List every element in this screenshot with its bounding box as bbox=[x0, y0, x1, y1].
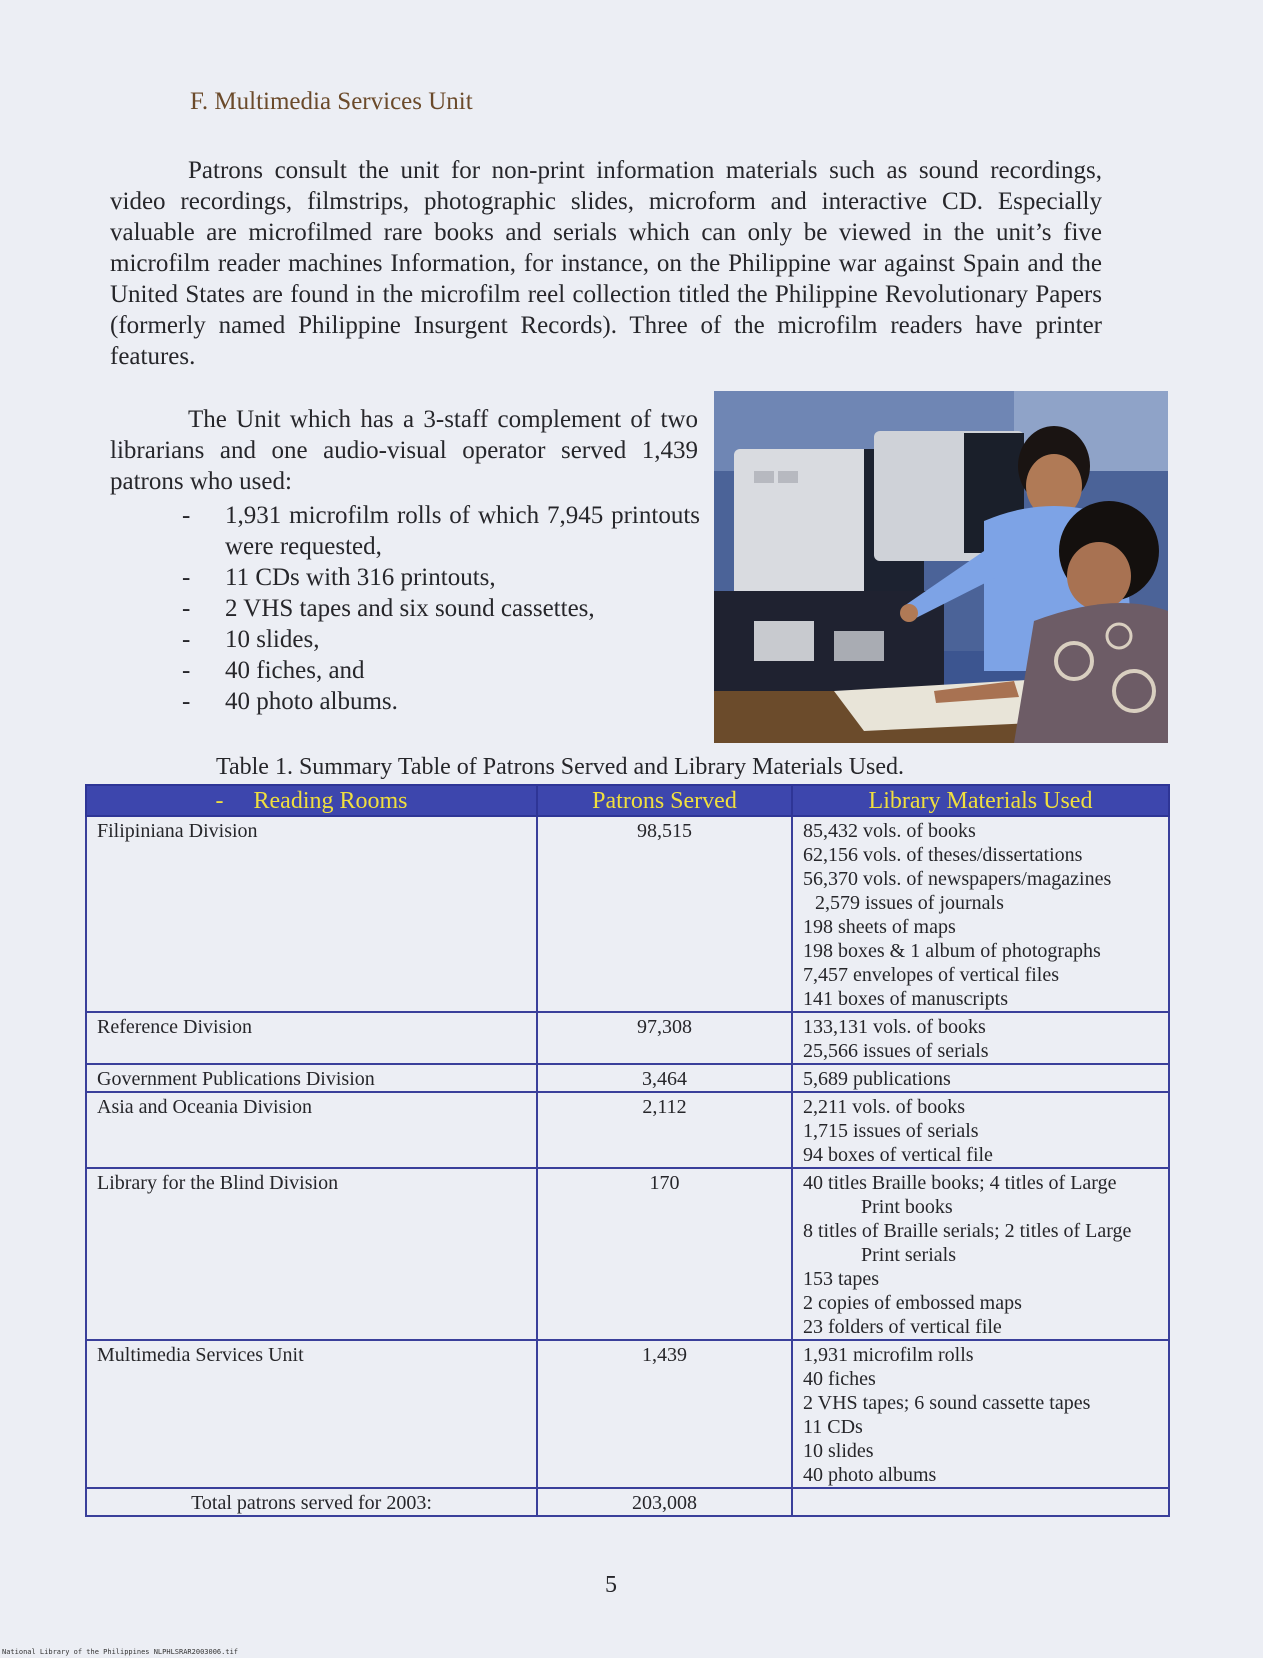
list-bullet: - bbox=[182, 626, 191, 653]
material-item: 1,931 microfilm rolls bbox=[803, 1344, 974, 1366]
material-item: 85,432 vols. of books bbox=[803, 820, 976, 842]
list-item bbox=[182, 624, 700, 655]
page-number: 5 bbox=[605, 1572, 617, 1598]
cell-room: Multimedia Services Unit bbox=[86, 1340, 537, 1488]
material-item: 62,156 vols. of theses/dissertations bbox=[803, 844, 1083, 866]
table-row bbox=[86, 816, 1169, 1012]
list-bullet: - bbox=[182, 502, 191, 529]
material-item: 5,689 publications bbox=[803, 1068, 951, 1090]
list-item-text: 40 photo albums. bbox=[225, 688, 398, 715]
material-item: 7,457 envelopes of vertical files bbox=[803, 964, 1060, 986]
material-item: 40 photo albums bbox=[803, 1464, 937, 1486]
cell-materials bbox=[792, 1092, 1169, 1168]
list-bullet: - bbox=[182, 657, 191, 684]
list-item-text: 11 CDs with 316 printouts, bbox=[225, 564, 496, 591]
cell-materials bbox=[792, 1340, 1169, 1488]
cell-patrons: 98,515 bbox=[537, 816, 792, 1012]
material-item: 25,566 issues of serials bbox=[803, 1040, 989, 1062]
header-library-materials: Library Materials Used bbox=[792, 785, 1169, 816]
cell-materials bbox=[792, 1064, 1169, 1092]
list-item-text: 40 fiches, and bbox=[225, 657, 365, 684]
material-item: 198 sheets of maps bbox=[803, 916, 956, 938]
header-marker: - bbox=[215, 787, 224, 814]
material-item: 56,370 vols. of newspapers/magazines bbox=[803, 868, 1112, 890]
cell-materials bbox=[792, 1012, 1169, 1064]
table-total-row bbox=[86, 1488, 1169, 1516]
material-item: 198 boxes & 1 album of photographs bbox=[803, 940, 1101, 962]
cell-patrons: 97,308 bbox=[537, 1012, 792, 1064]
material-item: 153 tapes bbox=[803, 1268, 880, 1290]
material-item: 23 folders of vertical file bbox=[803, 1316, 1002, 1338]
cell-room: Filipiniana Division bbox=[86, 816, 537, 1012]
list-item bbox=[182, 593, 700, 624]
material-item: 2,211 vols. of books bbox=[803, 1096, 966, 1118]
material-item: 94 boxes of vertical file bbox=[803, 1144, 993, 1166]
microfilm-room-illustration bbox=[714, 391, 1168, 743]
summary-table bbox=[85, 784, 1170, 1517]
total-empty-cell bbox=[792, 1488, 1169, 1516]
table-row bbox=[86, 1092, 1169, 1168]
table-row bbox=[86, 1012, 1169, 1064]
table-row bbox=[86, 1168, 1169, 1340]
intro-paragraph: Patrons consult the unit for non-print information materials such as sound recordings, video recordings, filmstrips, photographic slides, microform and interactive CD. Especially valuable are microfilmed rare books and serials which can only be viewed in the unit’s five microfilm reader machines Information, for instance, on the Philippine war against Spain and the United States are found in the microfilm reel collection titled the Philippine Revolutionary Papers (formerly named Philippine Insurgent Records). Three of the microfilm readers have printer features. bbox=[110, 157, 1102, 370]
cell-patrons: 170 bbox=[537, 1168, 792, 1340]
table-header-row bbox=[86, 785, 1169, 816]
header-reading-rooms bbox=[86, 785, 537, 816]
section-heading: F. Multimedia Services Unit bbox=[190, 88, 473, 115]
material-item: 2 VHS tapes; 6 sound cassette tapes bbox=[803, 1392, 1091, 1414]
material-item: 133,131 vols. of books bbox=[803, 1016, 986, 1038]
material-item: 141 boxes of manuscripts bbox=[803, 988, 1008, 1010]
unit-paragraph: The Unit which has a 3-staff complement of two librarians and one audio-visual operator served 1,439 patrons who used: bbox=[110, 406, 698, 495]
cell-patrons: 1,439 bbox=[537, 1340, 792, 1488]
material-item: 40 fiches bbox=[803, 1368, 876, 1390]
list-item-text: 2 VHS tapes and six sound cassettes, bbox=[225, 595, 595, 622]
list-item-text: 10 slides, bbox=[225, 626, 320, 653]
list-item-text: 1,931 microfilm rolls of which 7,945 printouts were requested, bbox=[225, 502, 700, 560]
header-reading-rooms-label: Reading Rooms bbox=[253, 787, 408, 814]
material-item: 11 CDs bbox=[803, 1416, 863, 1438]
cell-room: Reference Division bbox=[86, 1012, 537, 1064]
total-value: 203,008 bbox=[537, 1488, 792, 1516]
material-item: 2 copies of embossed maps bbox=[803, 1292, 1022, 1314]
list-item bbox=[182, 500, 700, 562]
table-caption: Table 1. Summary Table of Patrons Served and Library Materials Used. bbox=[216, 754, 905, 780]
header-patrons-served: Patrons Served bbox=[537, 785, 792, 816]
staff-photo bbox=[714, 391, 1168, 743]
cell-room: Asia and Oceania Division bbox=[86, 1092, 537, 1168]
list-item bbox=[182, 686, 700, 717]
list-item bbox=[182, 562, 700, 593]
total-label: Total patrons served for 2003: bbox=[86, 1488, 537, 1516]
material-item: 8 titles of Braille serials; 2 titles of Large Print serials bbox=[803, 1220, 1132, 1266]
list-item bbox=[182, 655, 700, 686]
cell-room: Library for the Blind Division bbox=[86, 1168, 537, 1340]
cell-patrons: 2,112 bbox=[537, 1092, 792, 1168]
cell-materials bbox=[792, 816, 1169, 1012]
cell-room: Government Publications Division bbox=[86, 1064, 537, 1092]
cell-patrons: 3,464 bbox=[537, 1064, 792, 1092]
cell-materials bbox=[792, 1168, 1169, 1340]
material-item: 10 slides bbox=[803, 1440, 874, 1462]
usage-list bbox=[182, 500, 700, 717]
material-item: 2,579 issues of journals bbox=[815, 892, 1004, 914]
table-row bbox=[86, 1340, 1169, 1488]
list-bullet: - bbox=[182, 564, 191, 591]
list-bullet: - bbox=[182, 595, 191, 622]
list-bullet: - bbox=[182, 688, 191, 715]
scan-footer: National Library of the Philippines NLPHLSRAR2003006.tif bbox=[2, 1648, 239, 1656]
material-item: 1,715 issues of serials bbox=[803, 1120, 979, 1142]
material-item: 40 titles Braille books; 4 titles of Large Print books bbox=[803, 1172, 1117, 1218]
table-row bbox=[86, 1064, 1169, 1092]
